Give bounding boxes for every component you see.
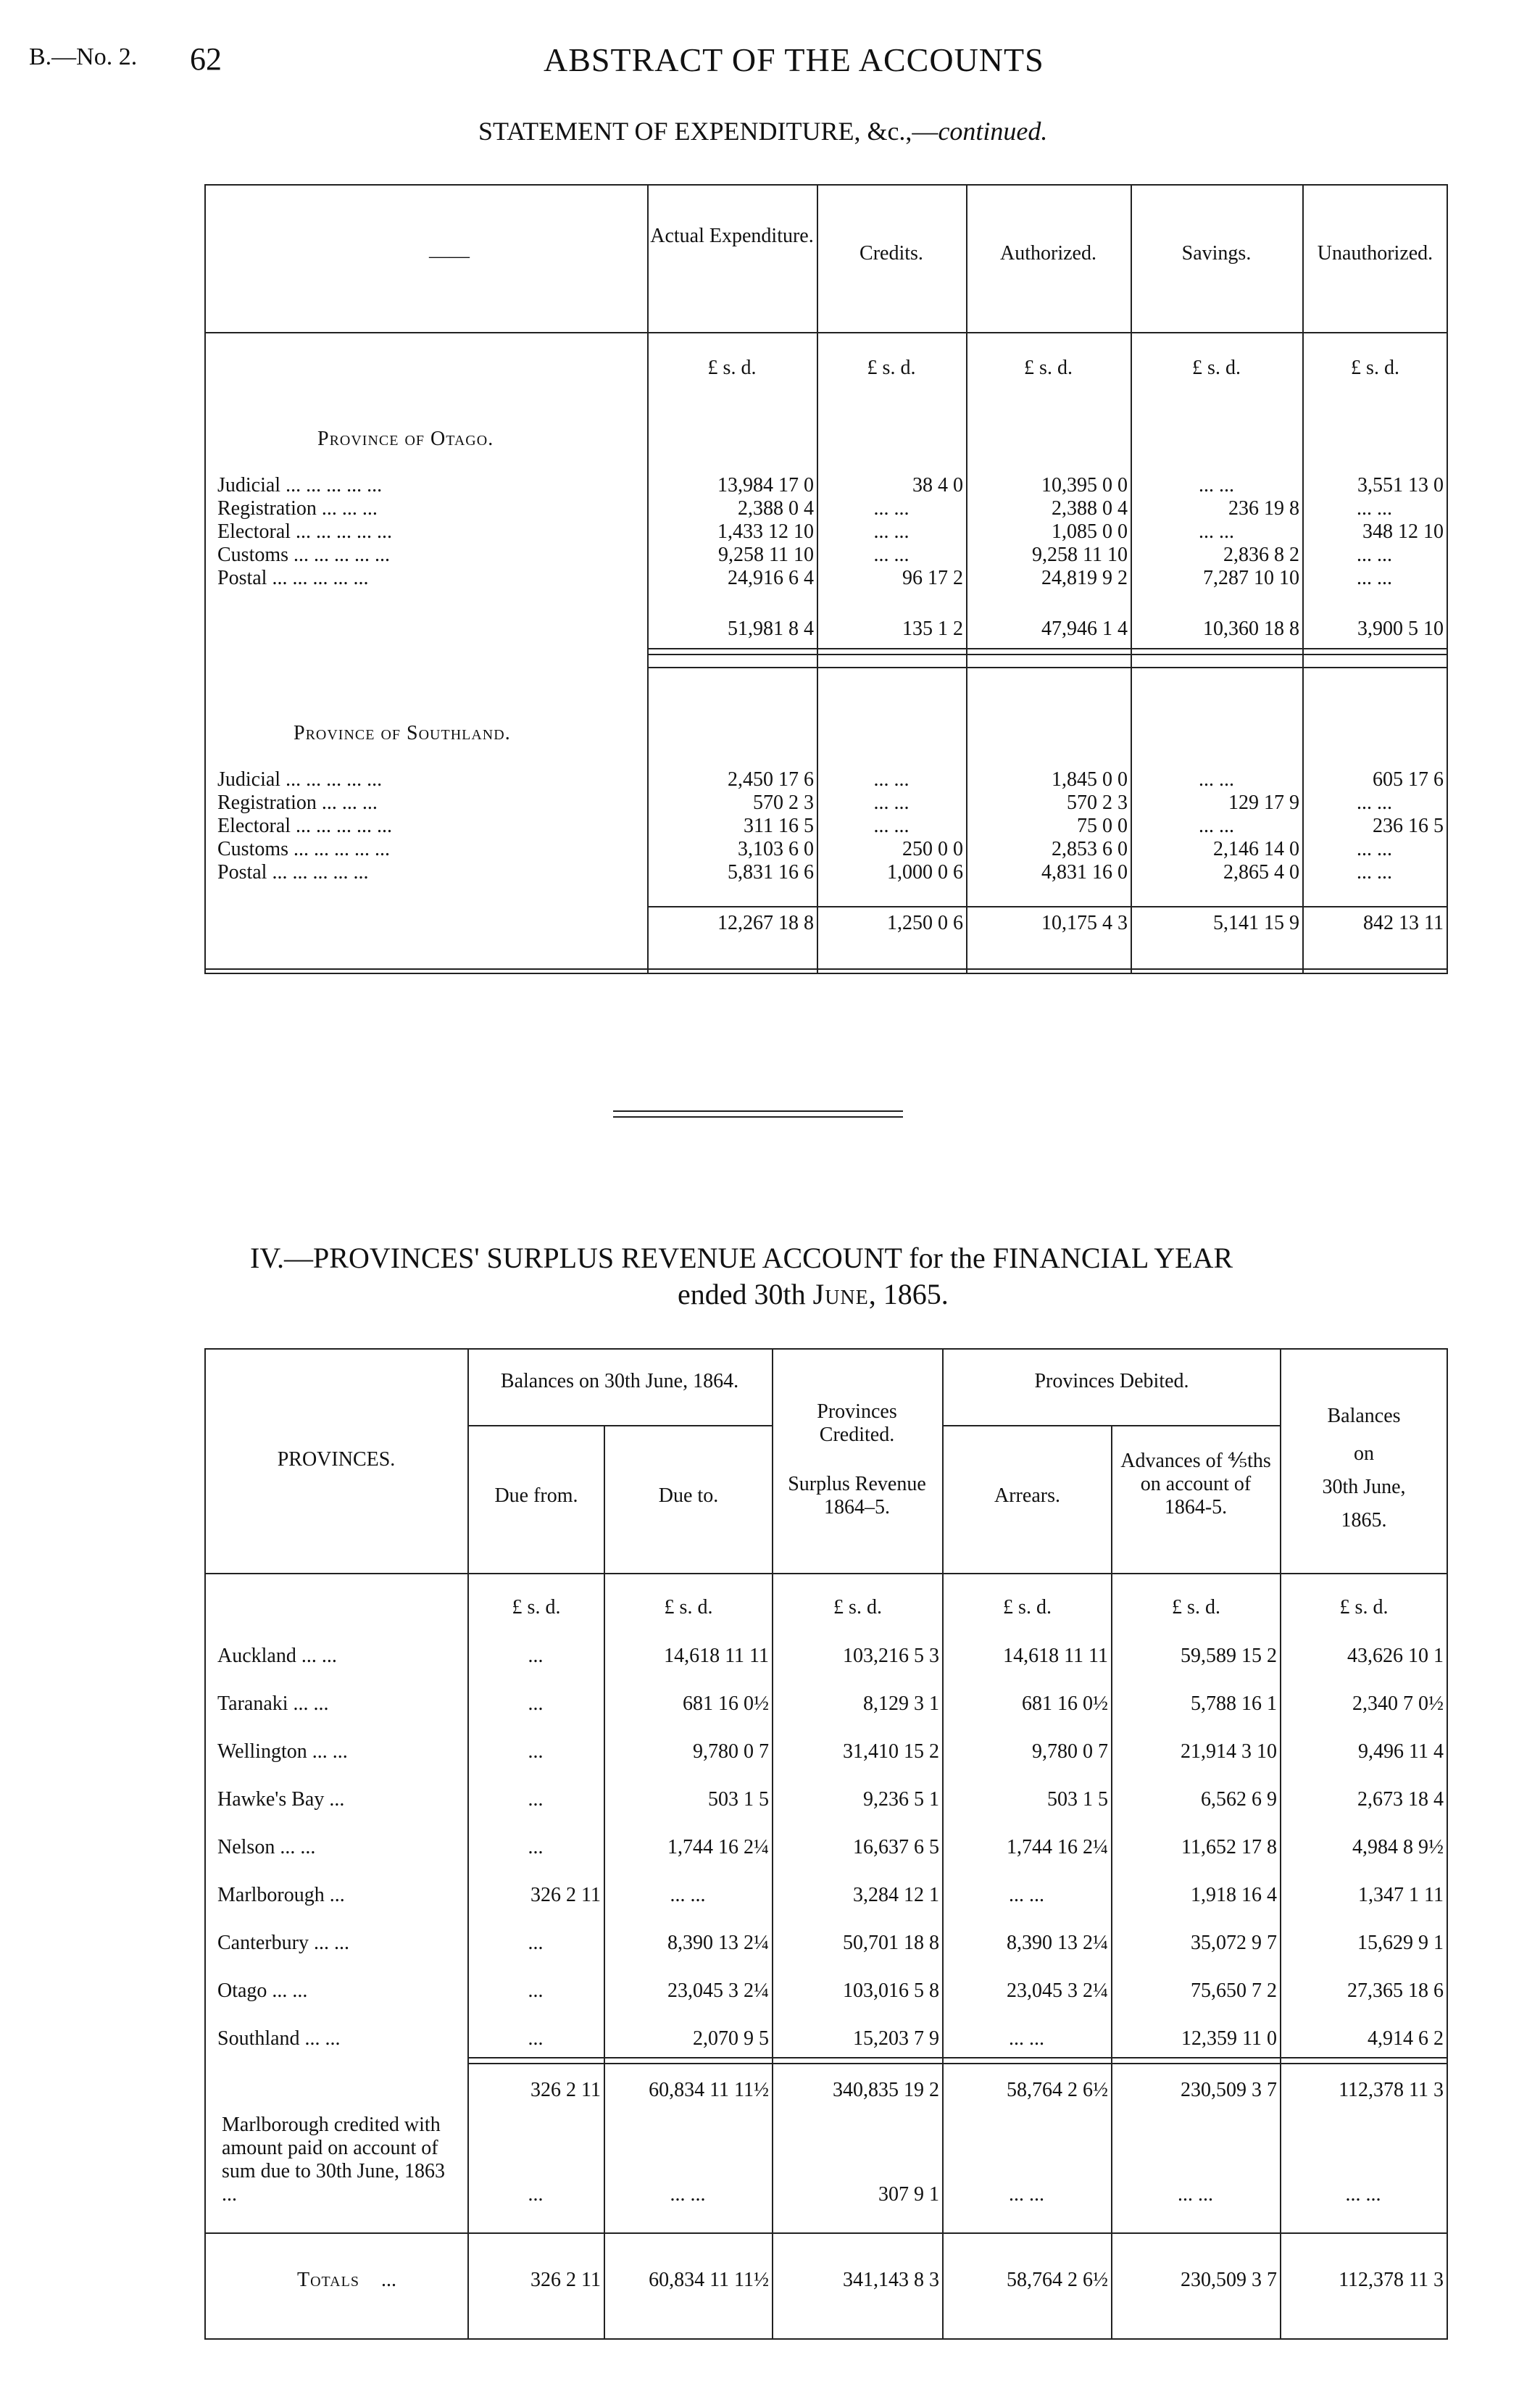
- subtitle-continued: continued.: [938, 117, 1048, 146]
- note-cell: 307 9 1: [878, 2183, 939, 2206]
- col-provinces-credited: Provinces Credited.: [817, 1400, 897, 1446]
- cell: 35,072 9 7: [1191, 1932, 1277, 1954]
- exp-bottom-rule-2: [204, 973, 1448, 974]
- cell: 21,914 3 10: [1181, 1740, 1277, 1763]
- cell: 311 16 5: [744, 815, 814, 837]
- subtotal-cell: 230,509 3 7: [1181, 2079, 1277, 2101]
- cell: 96 17 2: [902, 567, 963, 589]
- note-cell: ... ...: [1345, 2183, 1381, 2206]
- southland-top-rule: [647, 667, 1448, 668]
- cell: ... ...: [873, 768, 910, 791]
- total-cell: 12,267 18 8: [717, 912, 814, 934]
- cell: 31,410 15 2: [843, 1740, 939, 1763]
- surplus-note-table: [215, 2183, 1447, 2206]
- cell: 103,016 5 8: [843, 1979, 939, 2002]
- cell: ... ...: [1357, 567, 1392, 589]
- note-cell: ...: [528, 2183, 544, 2206]
- balances-1864-rule: [467, 1425, 773, 1426]
- units-due-to: £ s. d.: [664, 1596, 713, 1619]
- province-name: Marlborough ...: [217, 1884, 345, 1906]
- cell: 75,650 7 2: [1191, 1979, 1277, 2002]
- table-row: [215, 1967, 1447, 2015]
- row-label: Postal ... ... ... ... ...: [217, 861, 369, 884]
- totals-cell: 58,764 2 6½: [1007, 2269, 1108, 2291]
- cell: ... ...: [1357, 792, 1392, 814]
- cell: 2,340 7 0½: [1352, 1692, 1444, 1715]
- cell: 4,984 8 9½: [1352, 1836, 1444, 1858]
- col-authorized: Authorized.: [1000, 242, 1096, 265]
- otago-total-rule: [647, 648, 1448, 649]
- table-row: [215, 1776, 1447, 1824]
- col-unauthorized: Unauthorized.: [1317, 242, 1433, 265]
- cell: 1,347 1 11: [1358, 1884, 1444, 1906]
- cell: 2,853 6 0: [1052, 838, 1128, 860]
- cell: 503 1 5: [1047, 1788, 1108, 1811]
- cell: 1,433 12 10: [717, 520, 814, 543]
- cell: 8,129 3 1: [863, 1692, 939, 1715]
- cell: 605 17 6: [1373, 768, 1444, 791]
- subtotal-cell: 326 2 11: [530, 2079, 601, 2101]
- cell: 15,203 7 9: [853, 2027, 939, 2050]
- southland-table: [215, 768, 1447, 884]
- subtotal-cell: 112,378 11 3: [1339, 2079, 1444, 2101]
- cell: 250 0 0: [902, 838, 963, 860]
- exp-right-rule: [1447, 184, 1448, 973]
- col-provinces-debited: Provinces Debited.: [1034, 1370, 1189, 1392]
- total-cell: 10,360 18 8: [1203, 618, 1299, 640]
- exp-header-rule: [204, 332, 1448, 333]
- cell: 3,103 6 0: [738, 838, 814, 860]
- units-due-from: £ s. d.: [512, 1596, 561, 1619]
- totals-dots: ...: [380, 2269, 396, 2291]
- units-advances: £ s. d.: [1172, 1596, 1220, 1619]
- cell: ... ...: [1199, 815, 1234, 837]
- col-due-to: Due to.: [658, 1484, 719, 1507]
- cell: 3,551 13 0: [1357, 474, 1444, 497]
- cell: 2,070 9 5: [693, 2027, 769, 2050]
- southland-total-row: [215, 912, 1447, 935]
- table-row: [215, 768, 1447, 792]
- table-row: [215, 1824, 1447, 1871]
- cell: ... ...: [1199, 768, 1234, 791]
- cell: 2,146 14 0: [1213, 838, 1299, 860]
- table-row: [215, 1680, 1447, 1728]
- table-row: [215, 838, 1447, 861]
- subtotal-cell: 340,835 19 2: [833, 2079, 939, 2101]
- cell: 1,744 16 2¼: [667, 1836, 769, 1858]
- cell: 2,673 18 4: [1357, 1788, 1444, 1811]
- cell: 4,831 16 0: [1041, 861, 1128, 884]
- cell: ... ...: [1357, 544, 1392, 566]
- totals-cell: 230,509 3 7: [1181, 2269, 1277, 2291]
- cell: ...: [528, 1740, 544, 1763]
- cell: ...: [528, 1836, 544, 1858]
- cell: 9,780 0 7: [693, 1740, 769, 1763]
- cell: 1,000 0 6: [887, 861, 963, 884]
- note-row: [215, 2183, 1447, 2206]
- col-provinces: PROVINCES.: [277, 1448, 396, 1471]
- page-number: 62: [190, 41, 222, 77]
- table-row: [215, 1919, 1447, 1967]
- cell: 2,388 0 4: [1052, 497, 1128, 520]
- surplus-totals-rule: [204, 2232, 1448, 2234]
- otago-total-rule-2: [647, 654, 1448, 655]
- cell: 14,618 11 11: [1003, 1645, 1108, 1667]
- cell: 59,589 15 2: [1181, 1645, 1277, 1667]
- cell: 348 12 10: [1362, 520, 1444, 543]
- cell: 1,085 0 0: [1052, 520, 1128, 543]
- cell: 23,045 3 2¼: [667, 1979, 769, 2002]
- cell: 43,626 10 1: [1347, 1645, 1444, 1667]
- col-savings: Savings.: [1181, 242, 1252, 265]
- cell: ... ...: [670, 1884, 706, 1906]
- cell: ...: [528, 1932, 544, 1954]
- cell: ... ...: [1357, 861, 1392, 884]
- southland-heading: Province of Southland.: [294, 722, 511, 744]
- table-row: [215, 861, 1447, 884]
- cell: 14,618 11 11: [664, 1645, 769, 1667]
- cell: 570 2 3: [1067, 792, 1128, 814]
- totals-row: [215, 2269, 1447, 2292]
- exp-top-rule: [204, 184, 1448, 186]
- total-cell: 47,946 1 4: [1041, 618, 1128, 640]
- cell: ...: [528, 1979, 544, 2002]
- cell: 11,652 17 8: [1181, 1836, 1277, 1858]
- cell: 15,629 9 1: [1357, 1932, 1444, 1954]
- table-row: [215, 815, 1447, 838]
- cell: ... ...: [1357, 497, 1392, 520]
- title-year: , 1865.: [868, 1278, 949, 1310]
- surplus-title: IV.—PROVINCES' SURPLUS REVENUE ACCOUNT for the FINANCIAL YEAR: [250, 1242, 1233, 1274]
- cell: 503 1 5: [708, 1788, 769, 1811]
- cell: 1,744 16 2¼: [1007, 1836, 1108, 1858]
- cell: 5,831 16 6: [728, 861, 814, 884]
- subtitle-main: STATEMENT OF EXPENDITURE, &c.,—: [478, 117, 938, 146]
- cell: ... ...: [873, 544, 910, 566]
- row-label: Customs ... ... ... ... ...: [217, 838, 391, 860]
- cell: ...: [528, 1692, 544, 1715]
- province-name: Otago ... ...: [217, 1979, 308, 2002]
- cell: 2,836 8 2: [1223, 544, 1299, 566]
- cell: 38 4 0: [912, 474, 963, 497]
- col-balances-1865-c: 30th June,: [1322, 1476, 1406, 1498]
- table-row: [215, 497, 1447, 520]
- subtotal-cell: 60,834 11 11½: [649, 2079, 769, 2101]
- province-name: Nelson ... ...: [217, 1836, 316, 1858]
- col-balances-1864: Balances on 30th June, 1864.: [500, 1370, 739, 1392]
- units-authorized: £ s. d.: [1024, 357, 1073, 379]
- note-cell: ... ...: [670, 2183, 706, 2206]
- cell: 50,701 18 8: [843, 1932, 939, 1954]
- otago-total-table: [215, 618, 1447, 641]
- table-row: [215, 1871, 1447, 1919]
- cell: ...: [528, 1645, 544, 1667]
- col-due-from: Due from.: [494, 1484, 578, 1507]
- cell: 1,845 0 0: [1052, 768, 1128, 791]
- totals-cell: 341,143 8 3: [843, 2269, 939, 2291]
- surplus-subtotal-table: [215, 2079, 1447, 2102]
- cell: ... ...: [873, 792, 910, 814]
- province-name: Canterbury ... ...: [217, 1932, 349, 1954]
- total-cell: 842 13 11: [1363, 912, 1444, 934]
- section-divider-2: [613, 1116, 903, 1118]
- cell: ... ...: [1009, 2027, 1044, 2050]
- total-cell: 135 1 2: [902, 618, 963, 640]
- row-label: Registration ... ... ...: [217, 497, 378, 520]
- cell: ... ...: [873, 520, 910, 543]
- col-balances-1865-b: on: [1354, 1442, 1374, 1465]
- title-month: June: [812, 1278, 869, 1310]
- note-cell: ... ...: [1009, 2183, 1044, 2206]
- cell: 9,258 11 10: [1032, 544, 1128, 566]
- cell: 681 16 0½: [1022, 1692, 1108, 1715]
- cell: ... ...: [1199, 520, 1234, 543]
- table-row: [215, 2015, 1447, 2063]
- total-cell: 51,981 8 4: [728, 618, 814, 640]
- cell: 16,637 6 5: [853, 1836, 939, 1858]
- southland-total-rule: [647, 906, 1448, 907]
- total-cell: 3,900 5 10: [1357, 618, 1444, 640]
- table-row: [215, 544, 1447, 567]
- table-row: [215, 567, 1447, 590]
- cell: 8,390 13 2¼: [667, 1932, 769, 1954]
- cell: 236 16 5: [1373, 815, 1444, 837]
- surplus-header-rule: [204, 1573, 1448, 1574]
- section-divider: [613, 1110, 903, 1112]
- cell: 10,395 0 0: [1041, 474, 1128, 497]
- province-name: Auckland ... ...: [217, 1645, 337, 1667]
- col-surplus-revenue: Surplus Revenue 1864–5.: [788, 1473, 926, 1518]
- cell: 681 16 0½: [683, 1692, 769, 1715]
- cell: 5,788 16 1: [1191, 1692, 1277, 1715]
- cell: 4,914 6 2: [1368, 2027, 1444, 2050]
- col-advances: Advances of ⅘ths on account of 1864-5.: [1120, 1450, 1271, 1518]
- exp-left-rule: [204, 184, 206, 973]
- table-row: [215, 474, 1447, 497]
- cell: 129 17 9: [1228, 792, 1299, 814]
- totals-label: Totals: [297, 2269, 359, 2291]
- cell: ...: [528, 1788, 544, 1811]
- cell: 27,365 18 6: [1347, 1979, 1444, 2002]
- row-label: Electoral ... ... ... ... ...: [217, 815, 393, 837]
- otago-table: [215, 474, 1447, 590]
- subtotal-cell: 58,764 2 6½: [1007, 2079, 1108, 2101]
- surplus-left-rule: [204, 1348, 206, 2340]
- otago-heading: Province of Otago.: [317, 428, 494, 450]
- row-label: Judicial ... ... ... ... ...: [217, 474, 383, 497]
- cell: 2,388 0 4: [738, 497, 814, 520]
- col-actual-expenditure: Actual Expenditure.: [650, 225, 814, 247]
- cell: ... ...: [1357, 838, 1392, 860]
- surplus-totals-table: [215, 2269, 1447, 2292]
- exp-bottom-rule: [204, 968, 1448, 970]
- units-unauthorized: £ s. d.: [1351, 357, 1399, 379]
- units-surplus: £ s. d.: [833, 1596, 882, 1619]
- totals-cell: 326 2 11: [530, 2269, 601, 2291]
- cell: 12,359 11 0: [1181, 2027, 1277, 2050]
- units-actual: £ s. d.: [707, 357, 757, 379]
- surplus-subtotal-rule-2: [467, 2063, 1448, 2064]
- southland-total-table: [215, 912, 1447, 935]
- note-cell: ... ...: [1178, 2183, 1213, 2206]
- row-label: Customs ... ... ... ... ...: [217, 544, 391, 566]
- cell: 570 2 3: [753, 792, 814, 814]
- debited-rule: [942, 1425, 1280, 1426]
- province-name: Taranaki ... ...: [217, 1692, 329, 1715]
- cell: 103,216 5 3: [843, 1645, 939, 1667]
- col-balances-1865-a: Balances: [1327, 1405, 1401, 1427]
- col-arrears: Arrears.: [994, 1484, 1060, 1507]
- cell: 7,287 10 10: [1203, 567, 1299, 589]
- page-title: ABSTRACT OF THE ACCOUNTS: [544, 41, 1044, 78]
- cell: 326 2 11: [530, 1884, 601, 1906]
- surplus-bottom-rule: [204, 2338, 1448, 2340]
- totals-cell: 112,378 11 3: [1339, 2269, 1444, 2291]
- cell: 3,284 12 1: [853, 1884, 939, 1906]
- cell: 9,236 5 1: [863, 1788, 939, 1811]
- row-label: Judicial ... ... ... ... ...: [217, 768, 383, 791]
- cell: 6,562 6 9: [1201, 1788, 1277, 1811]
- row-label: Electoral ... ... ... ... ...: [217, 520, 393, 543]
- cell: 8,390 13 2¼: [1007, 1932, 1108, 1954]
- table-row: [215, 1632, 1447, 1680]
- surplus-right-rule: [1447, 1348, 1448, 2340]
- col-balances-1865-d: 1865.: [1341, 1509, 1387, 1532]
- province-name: Hawke's Bay ...: [217, 1788, 345, 1811]
- units-credits: £ s. d.: [867, 357, 916, 379]
- cell: 1,918 16 4: [1191, 1884, 1277, 1906]
- cell: 236 19 8: [1228, 497, 1299, 520]
- cell: 9,780 0 7: [1032, 1740, 1108, 1763]
- cell: ... ...: [873, 497, 910, 520]
- province-name: Wellington ... ...: [217, 1740, 348, 1763]
- units-savings: £ s. d.: [1192, 357, 1241, 379]
- title-ended: ended 30th: [678, 1278, 813, 1310]
- cell: ... ...: [1009, 1884, 1044, 1906]
- marlborough-note: Marlborough credited with amount paid on account of sum due to 30th June, 1863 ...: [222, 2114, 445, 2206]
- totals-label-cell: [215, 2269, 467, 2292]
- total-cell: 5,141 15 9: [1213, 912, 1299, 934]
- table-row: [215, 1728, 1447, 1776]
- cell: ... ...: [1199, 474, 1234, 497]
- cell: 24,916 6 4: [728, 567, 814, 589]
- table-row: [215, 792, 1447, 815]
- row-label: Registration ... ... ...: [217, 792, 378, 814]
- cell: 23,045 3 2¼: [1007, 1979, 1108, 2002]
- units-balances: £ s. d.: [1339, 1596, 1389, 1619]
- surplus-title-line2: [678, 1277, 949, 1311]
- province-name: Southland ... ...: [217, 2027, 341, 2050]
- otago-total-row: [215, 618, 1447, 641]
- units-arrears: £ s. d.: [1003, 1596, 1052, 1619]
- exp-dash-header: ——: [429, 245, 470, 267]
- total-cell: 1,250 0 6: [887, 912, 963, 934]
- cell: ...: [528, 2027, 544, 2050]
- cell: 2,865 4 0: [1223, 861, 1299, 884]
- cell: 75 0 0: [1077, 815, 1128, 837]
- document-reference: B.—No. 2.: [29, 43, 138, 70]
- col-credits: Credits.: [860, 242, 923, 265]
- row-label: Postal ... ... ... ... ...: [217, 567, 369, 589]
- cell: 2,450 17 6: [728, 768, 814, 791]
- cell: 9,496 11 4: [1358, 1740, 1444, 1763]
- surplus-table: [215, 1632, 1447, 2063]
- table-row: [215, 520, 1447, 544]
- cell: ... ...: [873, 815, 910, 837]
- cell: 9,258 11 10: [718, 544, 814, 566]
- totals-cell: 60,834 11 11½: [649, 2269, 769, 2291]
- cell: 13,984 17 0: [717, 474, 814, 497]
- subtotal-row: [215, 2079, 1447, 2102]
- cell: 24,819 9 2: [1041, 567, 1128, 589]
- surplus-top-rule: [204, 1348, 1448, 1350]
- total-cell: 10,175 4 3: [1041, 912, 1128, 934]
- statement-subtitle: [478, 116, 1047, 146]
